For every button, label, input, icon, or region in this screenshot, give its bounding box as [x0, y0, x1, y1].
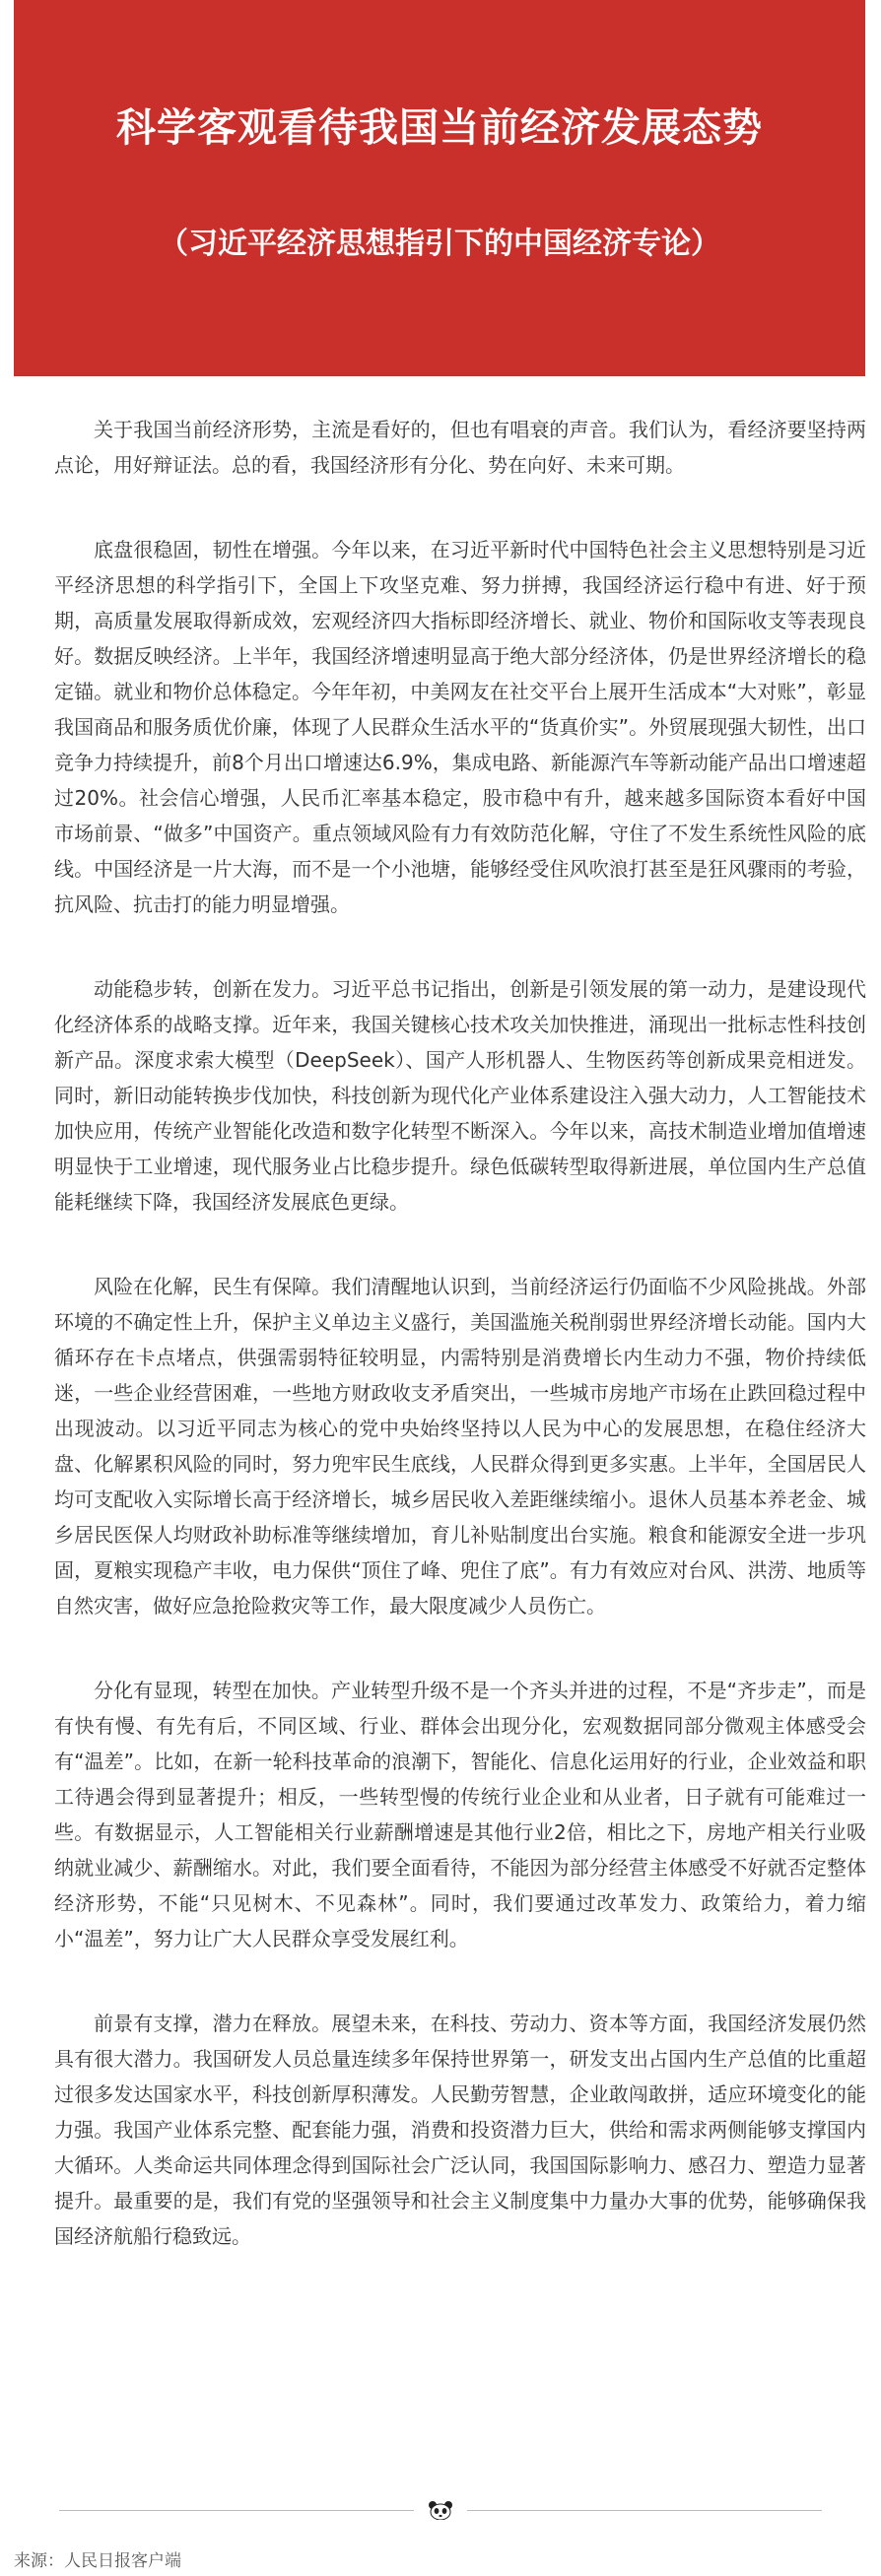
paragraph-divergence: 分化有显现，转型在加快。产业转型升级不是一个齐头并进的过程，不是“齐步走”，而是有快有慢、有先有后，不同区域、行业、群体会出现分化，宏观数据同部分微观主体感受会有“温差”。比如，在新一轮科技革命的浪潮下，智能化、信息化运用好的行业，企业效益和职工待遇会得到显著提升；相反，一些转型慢的传统行业企业和从业者，日子就有可能难过一些。有数据显示，人工智能相关行业薪酬增速是其他行业2倍，相比之下，房地产相关行业吸纳就业减少、薪酬缩水。对此，我们要全面看待，不能因为部分经营主体感受不好就否定整体经济形势，不能“只见树木、不见森林”。同时，我们要通过改革发力、政策给力，着力缩小“温差”，努力让广大人民群众享受发展红利。: [54, 1679, 866, 1950]
source-credit: 来源：人民日报客户端: [14, 2551, 181, 2571]
article-subtitle: （习近平经济思想指引下的中国经济专论）: [159, 227, 720, 261]
paragraph-foundation: 底盘很稳固，韧性在增强。今年以来，在习近平新时代中国特色社会主义思想特别是习近平经济思想的科学指引下，全国上下攻坚克难、努力拼搏，我国经济运行稳中有进、好于预期，高质量发展取得新成效，宏观经济四大指标即经济增长、就业、物价和国际收支等表现良好。数据反映经济。上半年，我国经济增速明显高于绝大部分经济体，仍是世界经济增长的稳定锚。就业和物价总体稳定。今年年初，中美网友在社交平台上展开生活成本“大对账”，彰显我国商品和服务质优价廉，体现了人民群众生活水平的“货真价实”。外贸展现强大韧性，出口竞争力持续提升，前8个月出口增速达6.9%，集成电路、新能源汽车等新动能产品出口增速超过20%。社会信心增强，人民币汇率基本稳定，股市稳中有升，越来越多国际资本看好中国市场前景、“做多”中国资产。重点领域风险有力有效防范化解，守住了不发生系统性风险的底线。中国经济是一片大海，而不是一个小池塘，能够经受住风吹浪打甚至是狂风骤雨的考验，抗风险、抗击打的能力明显增强。: [54, 538, 866, 916]
paragraph-intro: 关于我国当前经济形势，主流是看好的，但也有唱衰的声音。我们认为，看经济要坚持两点论，用好辩证法。总的看，我国经济形有分化、势在向好、未来可期。: [54, 418, 866, 477]
divider-line-right: [467, 2510, 822, 2511]
article-title: 科学客观看待我国当前经济发展态势: [116, 104, 763, 151]
paragraph-outlook: 前景有支撑，潜力在释放。展望未来，在科技、劳动力、资本等方面，我国经济发展仍然具有很大潜力。我国研发人员总量连续多年保持世界第一，研发支出占国内生产总值的比重超过很多发达国家水平，科技创新厚积薄发。人民勤劳智慧，企业敢闯敢拼，适应环境变化的能力强。我国产业体系完整、配套能力强，消费和投资潜力巨大，供给和需求两侧能够支撑国内大循环。人类命运共同体理念得到国际社会广泛认同，我国国际影响力、感召力、塑造力显著提升。最重要的是，我们有党的坚强领导和社会主义制度集中力量办大事的优势，能够确保我国经济航船行稳致远。: [54, 2012, 866, 2248]
paragraph-risk: 风险在化解，民生有保障。我们清醒地认识到，当前经济运行仍面临不少风险挑战。外部环境的不确定性上升，保护主义单边主义盛行，美国滥施关税削弱世界经济增长动能。国内大循环存在卡点堵点，供强需弱特征较明显，内需特别是消费增长内生动力不强，物价持续低迷，一些企业经营困难，一些地方财政收支矛盾突出，一些城市房地产市场在止跌回稳过程中出现波动。以习近平同志为核心的党中央始终坚持以人民为中心的发展思想，在稳住经济大盘、化解累积风险的同时，努力兜牢民生底线，人民群众得到更多实惠。上半年，全国居民人均可支配收入实际增长高于经济增长，城乡居民收入差距继续缩小。退休人员基本养老金、城乡居民医保人均财政补助标准等继续增加，育儿补贴制度出台实施。粮食和能源安全进一步巩固，夏粮实现稳产丰收，电力保供“顶住了峰、兜住了底”。有力有效应对台风、洪涝、地质等自然灾害，做好应急抢险救灾等工作，最大限度减少人员伤亡。: [54, 1275, 866, 1618]
title-banner: [14, 0, 865, 376]
divider-line-left: [59, 2510, 414, 2511]
article-body: [54, 412, 866, 2303]
footer-divider: [0, 2500, 881, 2520]
panda-icon: [426, 2500, 455, 2520]
paragraph-innovation: 动能稳步转，创新在发力。习近平总书记指出，创新是引领发展的第一动力，是建设现代化经济体系的战略支撑。近年来，我国关键核心技术攻关加快推进，涌现出一批标志性科技创新产品。深度求索大模型（DeepSeek）、国产人形机器人、生物医药等创新成果竞相迸发。同时，新旧动能转换步伐加快，科技创新为现代化产业体系建设注入强大动力，人工智能技术加快应用，传统产业智能化改造和数字化转型不断深入。今年以来，高技术制造业增加值增速明显快于工业增速，现代服务业占比稳步提升。绿色低碳转型取得新进展，单位国内生产总值能耗继续下降，我国经济发展底色更绿。: [54, 977, 866, 1214]
